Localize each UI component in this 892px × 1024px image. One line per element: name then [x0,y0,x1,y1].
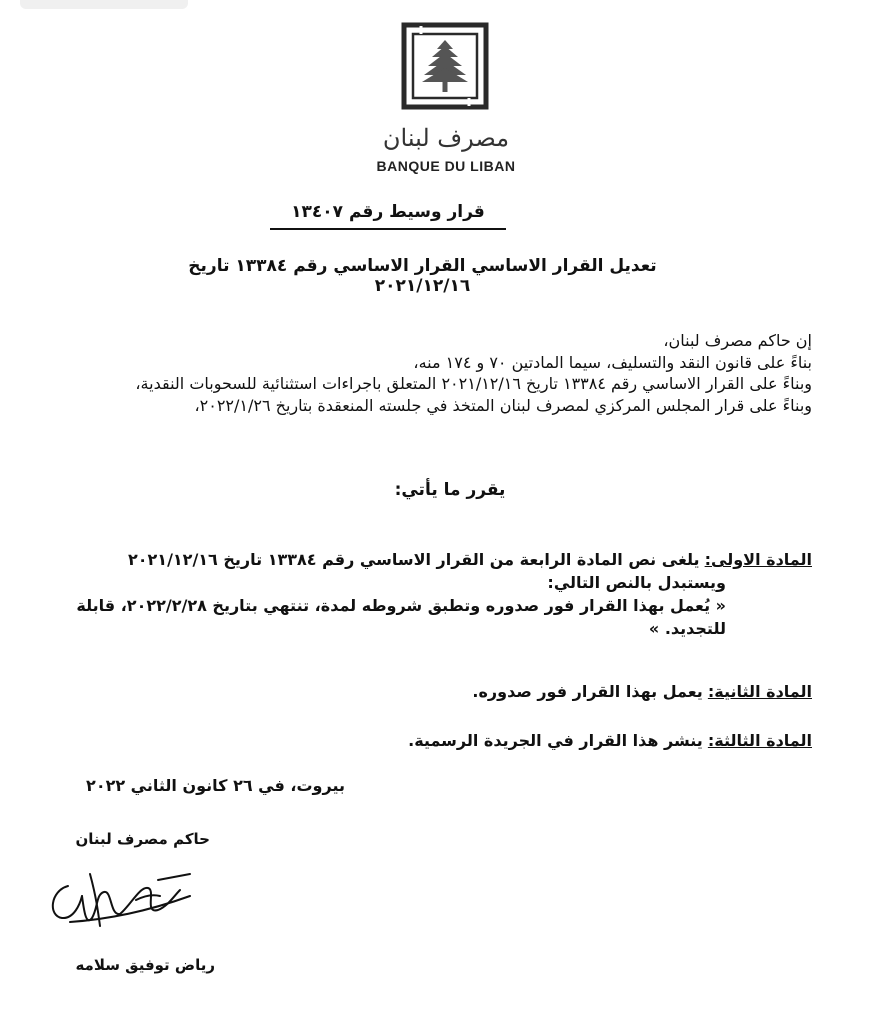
preamble-line: بناءً على قانون النقد والتسليف، سيما المادتين ٧٠ و ١٧٤ منه، [413,352,812,372]
article-first-line: ويستبدل بالنص التالي: [547,573,726,592]
decision-title: قرار وسيط رقم ١٣٤٠٧ [270,202,506,230]
cedar-tree-emblem-icon [401,22,489,110]
bank-name-french: BANQUE DU LIBAN [376,158,516,174]
signatory-title: حاكم مصرف لبنان [75,830,210,848]
article-first [60,548,812,640]
article-second [60,680,812,703]
article-third [60,729,812,752]
article-third-label: المادة الثالثة: [707,731,812,750]
preamble-line: وبناءً على قرار المجلس المركزي لمصرف لبنان المتخذ في جلسته المنعقدة بتاريخ ٢٠٢٢/١/٢٦، [194,395,812,415]
place-date: بيروت، في ٢٦ كانون الثاني ٢٠٢٢ [86,776,345,795]
article-first-line: « يُعمل بهذا القرار فور صدوره وتطبق شروطه لمدة، تنتهي بتاريخ ٢٠٢٢/٢/٢٨، قابلة [76,596,726,615]
preamble-line: وبناءً على القرار الاساسي رقم ١٣٣٨٤ تاريخ ٢٠٢١/١٢/١٦ المتعلق باجراءات استثنائية للسحوبات النقدية، [135,374,812,393]
top-edge-bar [20,0,188,9]
article-third-text: ينشر هذا القرار في الجريدة الرسمية. [408,731,703,750]
article-first-label: المادة الاولى: [704,550,812,569]
decision-subject: تعديل القرار الاساسي القرار الاساسي رقم ١٣٣٨٤ تاريخ ٢٠٢١/١٢/١٦ [188,256,657,296]
preamble-line: إن حاكم مصرف لبنان، [663,331,812,350]
decides-heading: يقرر ما يأتي: [394,480,506,500]
article-first-line: يلغى نص المادة الرابعة من القرار الاساسي رقم ١٣٣٨٤ تاريخ ٢٠٢١/١٢/١٦ [128,550,700,569]
handwritten-signature-icon [40,856,200,946]
article-first-line: للتجديد. » [648,619,726,638]
signatory-name: رياض توفيق سلامه [75,956,215,974]
article-second-label: المادة الثانية: [707,682,812,701]
preamble [60,330,812,416]
bank-name-arabic: مصرف لبنان [382,124,510,152]
article-second-text: يعمل بهذا القرار فور صدوره. [472,682,703,701]
